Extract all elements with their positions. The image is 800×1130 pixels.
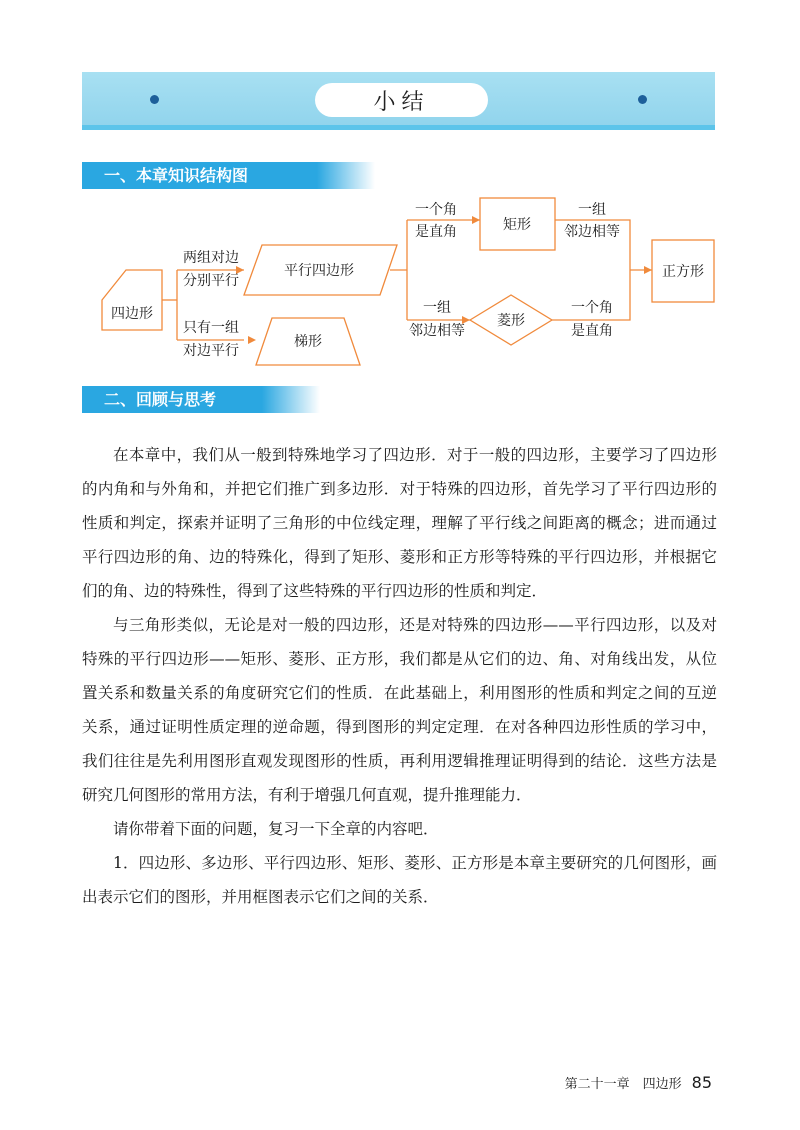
cond-rhombus-line2: 邻边相等 (409, 323, 465, 339)
banner-title: 小结 (315, 83, 488, 117)
cond-square-from-rectangle-line2: 邻边相等 (564, 224, 620, 240)
cond-parallel-line2: 分别平行 (183, 273, 239, 289)
section-1-heading (82, 162, 317, 189)
page-number: 85 (691, 1073, 712, 1092)
banner-strip (82, 125, 715, 130)
paragraph-4: 1．四边形、多边形、平行四边形、矩形、菱形、正方形是本章主要研究的几何图形，画出表示它们的图形，并用框图表示它们之间的关系． (82, 854, 717, 906)
footer-chapter: 第二十一章 四边形 (564, 1077, 682, 1092)
label-square: 正方形 (662, 264, 704, 280)
paragraph-3: 请你带着下面的问题，复习一下全章的内容吧． (113, 820, 439, 838)
section-2-heading (82, 386, 262, 413)
main-text (82, 438, 717, 914)
paragraph-2: 与三角形类似，无论是对一般的四边形，还是对特殊的四边形——平行四边形，以及对特殊的平行四边形——矩形、菱形、正方形，我们都是从它们的边、角、对角线出发，从位置关系和数量关系的角度研究它们的性质．在此基础上，利用图形的性质和判定之间的互逆关系，通过证明性质定理的逆命题，得到图形的判定定理．在对各种四边形性质的学习中，我们往往是先利用图形直观发现图形的性质，再利用逻辑推理证明得到的结论．这些方法是研究几何图形的常用方法，有利于增强几何直观，提升推理能力． (82, 616, 717, 804)
cond-rectangle-line1: 一个角 (415, 202, 457, 218)
label-quadrilateral: 四边形 (111, 306, 153, 322)
section-2-title: 二、回顾与思考 (104, 390, 217, 409)
arrowhead-rectangle (472, 216, 480, 224)
paragraph-1: 在本章中，我们从一般到特殊地学习了四边形．对于一般的四边形，主要学习了四边形的内角和与外角和，并把它们推广到多边形．对于特殊的四边形，首先学习了平行四边形的性质和判定，探索并证明了三角形的中位线定理，理解了平行线之间距离的概念；进而通过平行四边形的角、边的特殊化，得到了矩形、菱形和正方形等特殊的平行四边形，并根据它们的角、边的特殊性，得到了这些特殊的平行四边形的性质和判定． (82, 446, 717, 600)
label-trapezoid: 梯形 (294, 334, 322, 350)
cond-square-from-rhombus-line2: 是直角 (571, 323, 613, 339)
label-parallelogram: 平行四边形 (284, 263, 354, 279)
page-footer (565, 1073, 712, 1092)
cond-square-from-rhombus-line1: 一个角 (571, 300, 613, 316)
label-rhombus: 菱形 (497, 313, 525, 329)
summary-banner (82, 72, 715, 130)
cond-parallel-line1: 两组对边 (183, 250, 239, 266)
arrowhead-square (644, 266, 652, 274)
knowledge-structure-diagram (82, 190, 722, 380)
arrowhead-trapezoid (248, 336, 256, 344)
cond-rhombus-line1: 一组 (423, 300, 451, 316)
banner-left-dot (150, 95, 159, 104)
cond-rectangle-line2: 是直角 (415, 224, 457, 240)
cond-square-from-rectangle-line1: 一组 (578, 202, 606, 218)
cond-trapezoid-line1: 只有一组 (183, 320, 239, 336)
cond-trapezoid-line2: 对边平行 (183, 343, 239, 359)
section-1-title: 一、本章知识结构图 (104, 166, 249, 185)
banner-right-dot (638, 95, 647, 104)
label-rectangle: 矩形 (503, 217, 531, 233)
